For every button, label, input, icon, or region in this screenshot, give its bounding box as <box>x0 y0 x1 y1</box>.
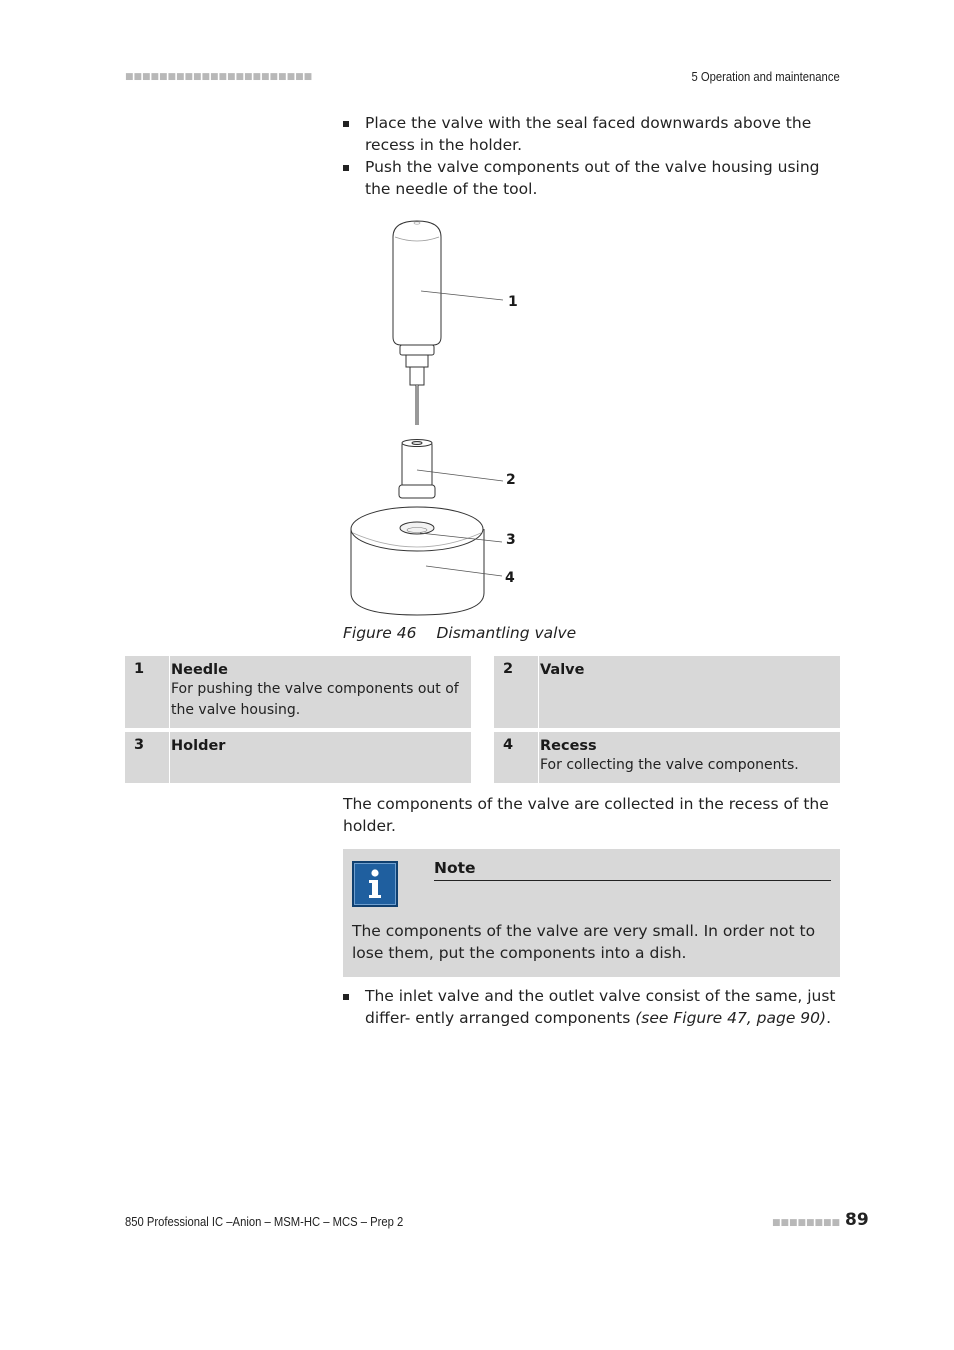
legend-number: 3 <box>125 732 170 783</box>
legend-title: Recess <box>540 738 597 754</box>
step-text-end: . <box>826 1009 832 1027</box>
needle-tool <box>393 221 441 425</box>
document-title: 850 Professional IC –Anion – MSM-HC – MCS – Prep 2 <box>125 1215 404 1229</box>
step-item <box>343 112 843 156</box>
callout-1: 1 <box>508 294 518 310</box>
step-text: Place the valve with the seal faced downwards above the recess in the holder. <box>365 114 812 154</box>
step-item <box>343 156 843 200</box>
info-icon <box>352 861 398 907</box>
callout-3: 3 <box>506 532 516 548</box>
chapter-title: 5 Operation and maintenance <box>691 70 840 84</box>
legend-item-recess <box>494 732 840 783</box>
legend-title: Valve <box>540 662 585 678</box>
callout-4: 4 <box>505 570 515 586</box>
holder-part <box>351 507 484 615</box>
body-paragraph: The components of the valve are collected in the recess of the holder. <box>343 795 829 835</box>
callout-2: 2 <box>506 472 516 488</box>
valve-part <box>399 440 435 499</box>
step-item <box>343 985 843 1029</box>
legend-title: Needle <box>171 662 228 678</box>
step-list-top <box>343 112 843 200</box>
page-number: 89 <box>845 1210 869 1230</box>
header-decor-squares: ■■■■■■■■■■■■■■■■■■■■■■ <box>125 72 313 82</box>
legend-description: For collecting the valve components. <box>540 757 799 773</box>
legend-number: 1 <box>125 656 170 728</box>
figure-caption <box>343 624 576 642</box>
dismantling-valve-illustration <box>340 215 540 620</box>
legend-item-needle <box>125 656 471 728</box>
figure-number: Figure 46 <box>343 624 417 642</box>
legend-title: Holder <box>171 738 226 754</box>
figure-reference-link[interactable]: (see Figure 47, page 90) <box>635 1009 827 1027</box>
legend-number: 4 <box>494 732 539 783</box>
legend-description: For pushing the valve components out of the valve housing. <box>171 681 459 718</box>
note-box <box>343 849 840 977</box>
legend-item-valve <box>494 656 840 728</box>
step-text: Push the valve components out of the valve housing using the needle of the tool. <box>365 158 820 198</box>
legend-item-holder <box>125 732 471 783</box>
dismantling-valve-figure <box>340 215 540 620</box>
step-list-bottom <box>343 985 843 1029</box>
note-title: Note <box>434 858 831 881</box>
note-text: The components of the valve are very small. In order not to lose them, put the components into a dish. <box>352 922 816 962</box>
footer-decor-squares: ■■■■■■■■ <box>772 1218 841 1228</box>
step-text: The inlet valve and the outlet valve consist of the same, just differ- ently arranged components <box>365 987 836 1027</box>
legend-number: 2 <box>494 656 539 728</box>
figure-title: Dismantling valve <box>436 624 577 642</box>
